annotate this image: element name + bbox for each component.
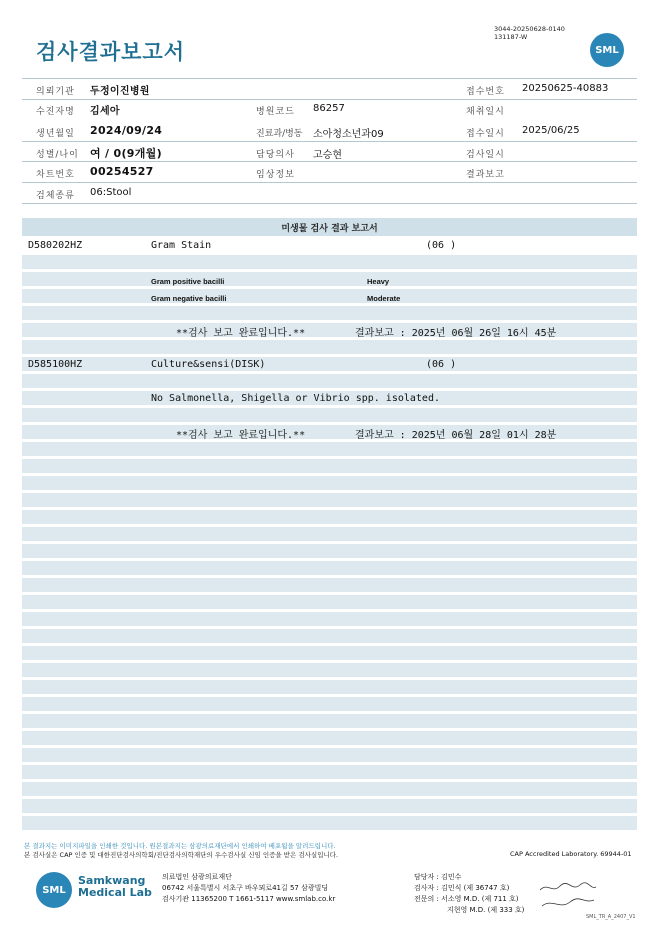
- stripe-row: [22, 476, 637, 490]
- test1-complete: **검사 보고 완료입니다.**: [176, 328, 306, 339]
- specimen-label: 검체종류: [36, 191, 75, 201]
- test1-report-time: 결과보고 : 2025년 06월 26일 16시 45분: [355, 328, 557, 339]
- tester-value: 김민식 (제 36747 호): [441, 884, 510, 892]
- signature-image: [538, 880, 598, 910]
- result-value: Moderate: [367, 294, 401, 303]
- person-row: [414, 872, 524, 883]
- test-date-label: 검사일시: [466, 150, 505, 160]
- test1-code: D580202HZ: [28, 240, 83, 251]
- stripe-row: [22, 306, 637, 320]
- stripe-row: [22, 289, 637, 303]
- hosp-code-value: 86257: [313, 103, 345, 114]
- clinical-label: 임상정보: [256, 170, 295, 180]
- document-id: [494, 25, 565, 41]
- sex-age-label: 성별/나이: [36, 150, 79, 160]
- result-value: Heavy: [367, 277, 390, 286]
- stripe-row: [22, 731, 637, 745]
- stripe-row: [22, 340, 637, 354]
- signers: [414, 872, 524, 916]
- stripe-row: [22, 612, 637, 626]
- stripe-row: [22, 544, 637, 558]
- stripe-row: [22, 799, 637, 813]
- stripe-row: [22, 493, 637, 507]
- test2-specimen: (06 ): [426, 359, 457, 370]
- receipt-no-value: 20250625-40883: [522, 83, 609, 94]
- stripe-row: [22, 816, 637, 830]
- test2-code: D585100HZ: [28, 359, 83, 370]
- form-code: SML_TR_A_2407_V1: [586, 914, 636, 920]
- specialist-row: [414, 894, 524, 905]
- test2-complete: **검사 보고 완료입니다.**: [176, 430, 306, 441]
- divider: [22, 182, 637, 183]
- dept-label: 진료과/병동: [256, 129, 303, 139]
- patient-value: 김세아: [90, 106, 120, 117]
- test2-report-time: 결과보고 : 2025년 06월 28일 01시 28분: [355, 430, 557, 441]
- stripe-row: [22, 595, 637, 609]
- document-id-line1: 3044-20250628-0140: [494, 25, 565, 33]
- stripe-row: [22, 680, 637, 694]
- receipt-date-value: 2025/06/25: [522, 125, 580, 136]
- test2-name: Culture&sensi(DISK): [151, 359, 266, 370]
- hospital-label: 의뢰기관: [36, 87, 75, 97]
- org-name: 의료법인 삼광의료재단: [162, 873, 232, 881]
- doctor-value: 고승현: [313, 150, 342, 161]
- org-info: [162, 872, 335, 905]
- brand-line2: Medical Lab: [78, 886, 152, 899]
- stripe-row: [22, 663, 637, 677]
- specimen-value: 06:Stool: [90, 187, 132, 198]
- dob-value: 2024/09/24: [90, 124, 163, 137]
- person-label: 담당자 :: [414, 873, 439, 881]
- image-note: 본 결과지는 이미지파일을 인쇄한 것입니다. 원본결과지는 삼광의료재단에서 인쇄하여 배포됨을 알려드립니다.: [24, 842, 336, 850]
- cap-accreditation: CAP Accredited Laboratory. 69944-01: [510, 850, 632, 858]
- receipt-date-label: 접수일시: [466, 129, 505, 139]
- stripe-row: [22, 272, 637, 286]
- divider: [22, 78, 637, 79]
- stripe-row: [22, 578, 637, 592]
- dept-value: 소아청소년과09: [313, 129, 384, 140]
- doctor-label: 담당의사: [256, 150, 295, 160]
- result-organism: Gram positive bacilli: [151, 277, 225, 286]
- hospital-value: 두정이진병원: [90, 86, 150, 97]
- stripe-row: [22, 714, 637, 728]
- stripe-row: [22, 561, 637, 575]
- divider: [22, 203, 637, 204]
- divider: [22, 161, 637, 162]
- org-contact: 검사기관 11365200 T 1661-5117 www.smlab.co.kr: [162, 895, 336, 903]
- chart-value: 00254527: [90, 165, 154, 178]
- hosp-code-label: 병원코드: [256, 107, 295, 117]
- stripe-row: [22, 255, 637, 269]
- specialist-value: 서소영 M.D. (제 711 호): [441, 895, 519, 903]
- sml-logo: SML: [590, 33, 624, 67]
- test1-specimen: (06 ): [426, 240, 457, 251]
- stripe-row: [22, 646, 637, 660]
- report-label: 결과보고: [466, 170, 505, 180]
- stripe-row: [22, 459, 637, 473]
- stripe-row: [22, 374, 637, 388]
- stripe-row: [22, 357, 637, 371]
- stripe-row: [22, 697, 637, 711]
- sml-logo: SML: [36, 872, 72, 908]
- specialist-row2: 지현영 M.D. (제 333 호): [447, 906, 525, 914]
- chart-label: 차트번호: [36, 170, 75, 180]
- brand-line1: Samkwang: [78, 874, 146, 887]
- stripe-row: [22, 408, 637, 422]
- stripe-row: [22, 510, 637, 524]
- test1-name: Gram Stain: [151, 240, 212, 251]
- patient-label: 수진자명: [36, 107, 75, 117]
- result-organism: Gram negative bacilli: [151, 294, 227, 303]
- divider: [22, 141, 637, 142]
- section-heading: 미생물 검사 결과 보고서: [281, 224, 378, 234]
- stripe-row: [22, 629, 637, 643]
- tester-row: [414, 883, 524, 894]
- specialist-label: 전문의 :: [414, 895, 439, 903]
- report-title: 검사결과보고서: [36, 40, 186, 64]
- sex-age-value: 여 / 0(9개월): [90, 147, 162, 160]
- collect-date-label: 채취일시: [466, 107, 505, 117]
- divider: [22, 99, 637, 100]
- stripe-row: [22, 748, 637, 762]
- test2-result: No Salmonella, Shigella or Vibrio spp. isolated.: [151, 393, 440, 404]
- stripe-row: [22, 782, 637, 796]
- tester-label: 검사자 :: [414, 884, 439, 892]
- accreditation-note: 본 검사실은 CAP 인증 및 대한진단검사의학회/진단검사의학재단의 우수검사실 신임 인증을 받은 검사실입니다.: [24, 851, 339, 859]
- dob-label: 생년월일: [36, 129, 75, 139]
- receipt-no-label: 접수번호: [466, 87, 505, 97]
- stripe-row: [22, 442, 637, 456]
- brand-name: [78, 875, 152, 899]
- person-value: 김민수: [441, 873, 462, 881]
- org-address: 06742 서울특별시 서초구 바우뫼로41길 57 삼광빌딩: [162, 884, 329, 892]
- stripe-row: [22, 527, 637, 541]
- document-id-line2: 131187-W: [494, 33, 528, 41]
- stripe-row: [22, 765, 637, 779]
